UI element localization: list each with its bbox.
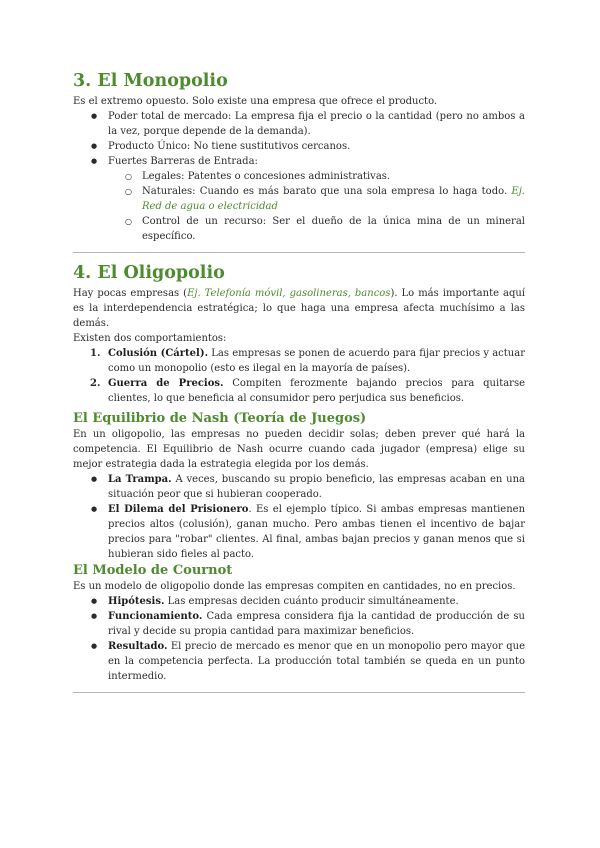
comportamientos-label: Existen dos comportamientos: bbox=[73, 333, 227, 344]
comportamientos-list bbox=[73, 346, 525, 406]
oligopolio-intro bbox=[73, 286, 525, 331]
section-divider bbox=[73, 252, 525, 253]
list-item: ● Poder total de mercado: La empresa fija el precio o la cantidad (pero no ambos a la vez, porque depende de la demanda). bbox=[108, 109, 525, 139]
list-item: ○ Control de un recurso: Ser el dueño de la única mina de un mineral específico. bbox=[142, 214, 525, 244]
naturales-text: Naturales: Cuando es más barato que una sola empresa lo haga todo. bbox=[142, 186, 512, 197]
barreras-label: Fuertes Barreras de Entrada: bbox=[108, 156, 258, 167]
oligopolio-example: Ej. Telefonía móvil, gasolineras, bancos bbox=[187, 288, 391, 299]
item-text: Las empresas se ponen de acuerdo para fijar precios y actuar como un monopolio (esto es ilegal en la mayoría de países). bbox=[108, 348, 525, 374]
monopolio-intro: Es el extremo opuesto. Solo existe una empresa que ofrece el producto. bbox=[73, 96, 438, 107]
intro-text: ). Lo más importante aquí es la interdependencia estratégica; lo que haga una empresa afecta muchísimo a las demás. bbox=[73, 288, 525, 329]
subsection-title-nash: El Equilibrio de Nash (Teoría de Juegos) bbox=[73, 411, 367, 426]
cournot-list bbox=[73, 594, 525, 684]
section-divider bbox=[73, 692, 525, 693]
item-heading: El Dilema del Prisionero bbox=[108, 504, 249, 515]
monopolio-list bbox=[73, 109, 525, 244]
document-page bbox=[73, 68, 525, 693]
item-heading: Guerra de Precios. bbox=[108, 378, 224, 389]
item-heading: Hipótesis. bbox=[108, 596, 165, 607]
section-title-oligopolio: 4. El Oligopolio bbox=[73, 263, 225, 283]
list-item bbox=[108, 609, 525, 639]
item-text: Las empresas deciden cuánto producir simultáneamente. bbox=[164, 596, 459, 607]
nash-list bbox=[73, 472, 525, 562]
nash-intro: En un oligopolio, las empresas no pueden decidir solas; deben prever qué hará la competencia. El Equilibrio de Nash ocurre cuando cada jugador (empresa) elige su mejor estrategia dada la estrategia elegida por los demás. bbox=[73, 429, 525, 470]
item-number: 2. bbox=[90, 378, 101, 389]
item-number: 1. bbox=[90, 348, 101, 359]
list-item bbox=[90, 346, 525, 376]
list-item bbox=[108, 472, 525, 502]
section-title-monopolio: 3. El Monopolio bbox=[73, 71, 228, 91]
list-item: ○ Legales: Patentes o concesiones administrativas. bbox=[142, 169, 525, 184]
item-heading: La Trampa. bbox=[108, 474, 172, 485]
list-item bbox=[142, 184, 525, 214]
list-item bbox=[108, 639, 525, 684]
item-heading: Funcionamiento. bbox=[108, 611, 203, 622]
item-text: A veces, buscando su propio beneficio, las empresas acaban en una situación peor que si hubieran cooperado. bbox=[108, 474, 525, 500]
list-item bbox=[108, 502, 525, 562]
cournot-intro: Es un modelo de oligopolio donde las empresas compiten en cantidades, no en precios. bbox=[73, 581, 516, 592]
list-item: ● Producto Único: No tiene sustitutivos cercanos. bbox=[108, 139, 525, 154]
barreras-list bbox=[108, 169, 525, 244]
list-item bbox=[90, 376, 526, 406]
naturales-example: Ej. Red de agua o electricidad bbox=[142, 186, 525, 212]
item-text: El precio de mercado es menor que en un monopolio pero mayor que en la competencia perfecta. La producción total también se queda en un punto intermedio. bbox=[108, 641, 525, 682]
intro-text: Hay pocas empresas ( bbox=[73, 288, 188, 299]
item-text: Compiten ferozmente bajando precios para quitarse clientes, lo que beneficia al consumidor pero perjudica sus beneficios. bbox=[108, 378, 526, 404]
item-text: . Es el ejemplo típico. Si ambas empresas mantienen precios altos (colusión), ganan mucho. Pero ambas tienen el incentivo de bajar precios para "robar" clientes. Al final, ambas bajan precios y ganan menos que si hubieran sido fieles al pacto. bbox=[108, 504, 526, 560]
item-heading: Resultado. bbox=[108, 641, 168, 652]
item-heading: Colusión (Cártel). bbox=[108, 348, 209, 359]
list-item bbox=[108, 154, 525, 244]
item-text: Cada empresa considera fija la cantidad de producción de su rival y decide su propia cantidad para maximizar beneficios. bbox=[108, 611, 525, 637]
list-item bbox=[108, 594, 525, 609]
subsection-title-cournot: El Modelo de Cournot bbox=[73, 563, 233, 578]
